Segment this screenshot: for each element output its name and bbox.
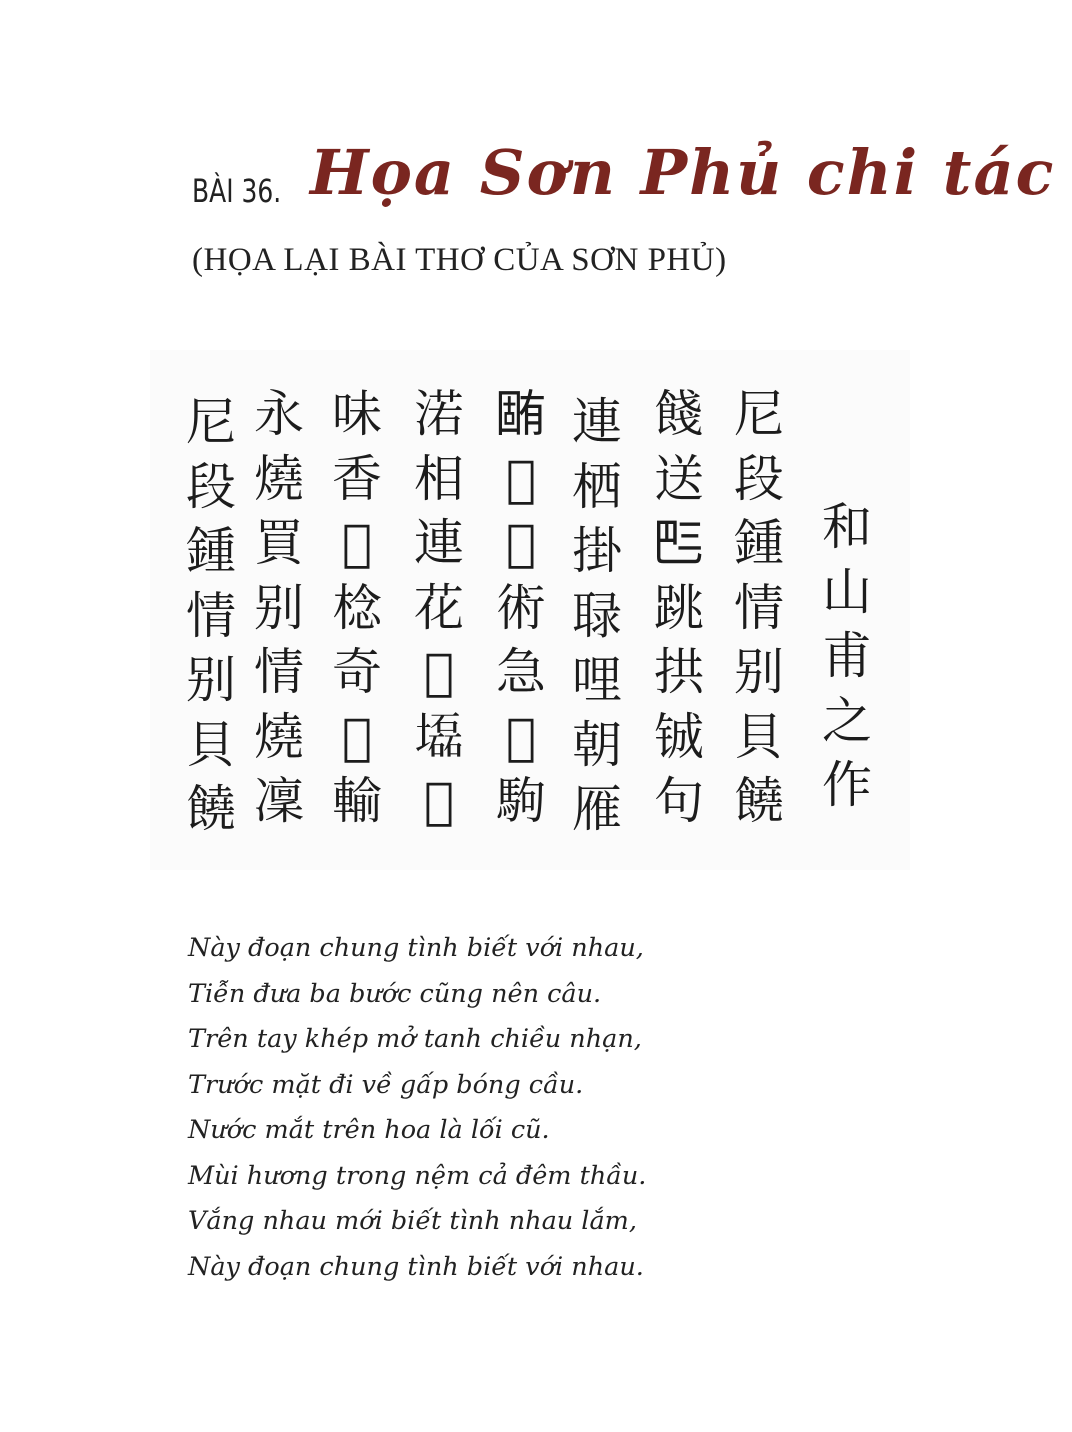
han-char: 鍾 bbox=[734, 514, 784, 572]
han-char: 渃 bbox=[414, 385, 464, 443]
han-column-7 bbox=[240, 382, 318, 834]
han-column-1 bbox=[720, 382, 798, 834]
poem-subtitle: (HỌA LẠI BÀI THƠ CỦA SƠN PHỦ) bbox=[192, 242, 727, 278]
poem-line: Trước mặt đi về gấp bóng cầu. bbox=[188, 1069, 584, 1100]
han-column-3 bbox=[558, 390, 636, 842]
poem-line: Nước mắt trên hoa là lối cũ. bbox=[188, 1115, 550, 1145]
poem-number: BÀI 36. bbox=[192, 172, 282, 210]
han-char: 栖 bbox=[572, 457, 622, 516]
han-column-2 bbox=[640, 382, 718, 834]
poem-line: Mùi hương trong nệm cả đêm thầu. bbox=[188, 1160, 647, 1191]
han-char: 跳 bbox=[654, 578, 704, 637]
han-char: 和 bbox=[822, 498, 872, 556]
han-char: 饒 bbox=[734, 772, 784, 830]
han-column-8 bbox=[172, 390, 250, 842]
han-char: 連 bbox=[572, 393, 622, 451]
han-char: 别 bbox=[734, 643, 784, 701]
han-char: 情 bbox=[734, 578, 784, 637]
poem-line: Này đoạn chung tình biết với nhau, bbox=[188, 933, 644, 963]
han-char: 之 bbox=[822, 691, 872, 750]
han-char: 𡓃 bbox=[414, 707, 464, 766]
han-char: 貝 bbox=[186, 715, 236, 774]
han-char: 别 bbox=[254, 578, 304, 637]
han-char: 𦋦 bbox=[423, 643, 454, 701]
han-char: 掛 bbox=[572, 522, 622, 580]
han-char: 香 bbox=[332, 449, 382, 508]
poem-translation bbox=[188, 926, 646, 1290]
han-char: 雁 bbox=[572, 780, 622, 838]
han-char: 𠀧 bbox=[654, 514, 704, 572]
han-char: 朝 bbox=[572, 715, 622, 774]
han-char: 永 bbox=[254, 385, 304, 443]
han-char: 燒 bbox=[254, 449, 304, 508]
han-title-column bbox=[808, 495, 886, 818]
han-char: 輸 bbox=[332, 772, 382, 830]
han-char: 作 bbox=[822, 756, 872, 814]
han-char: 鍾 bbox=[186, 522, 236, 580]
han-char: 燒 bbox=[254, 707, 304, 766]
han-char: 铖 bbox=[654, 707, 704, 766]
han-char: 段 bbox=[186, 457, 236, 516]
han-char: 山 bbox=[822, 562, 872, 621]
han-char: 尼 bbox=[186, 393, 236, 451]
han-char: 哩 bbox=[572, 651, 622, 709]
han-char: 凜 bbox=[254, 772, 304, 830]
han-char: 𨀈 bbox=[505, 707, 536, 766]
han-char: 相 bbox=[414, 449, 464, 508]
poem-line: Này đoạn chung tình biết với nhau. bbox=[188, 1251, 644, 1282]
han-char: 䎼 bbox=[572, 586, 622, 645]
han-char: 術 bbox=[496, 578, 546, 637]
han-column-4 bbox=[482, 382, 560, 834]
han-char: 情 bbox=[186, 586, 236, 645]
han-char: 𣎏 bbox=[496, 385, 546, 443]
han-char: 貝 bbox=[734, 707, 784, 766]
han-char: 棯 bbox=[332, 578, 382, 637]
han-nom-text-block bbox=[150, 350, 910, 870]
han-char: 𩈘 bbox=[423, 772, 454, 830]
han-char: 奇 bbox=[332, 643, 382, 701]
han-char: 𩵜 bbox=[505, 449, 536, 508]
han-char: 𪟽 bbox=[341, 514, 372, 572]
han-char: 𢧚 bbox=[505, 514, 536, 572]
han-char: 連 bbox=[414, 514, 464, 572]
poem-title: Họa Sơn Phủ chi tác bbox=[310, 136, 1056, 209]
poem-line: Vắng nhau mới biết tình nhau lắm, bbox=[188, 1206, 637, 1236]
title-row bbox=[192, 118, 1056, 228]
han-column-5 bbox=[400, 382, 478, 834]
han-char: 尼 bbox=[734, 385, 784, 443]
han-char: 𣈘 bbox=[341, 707, 372, 766]
han-char: 别 bbox=[186, 651, 236, 709]
han-char: 拱 bbox=[654, 643, 704, 701]
han-column-6 bbox=[318, 382, 396, 834]
han-char: 句 bbox=[654, 772, 704, 830]
han-char: 情 bbox=[254, 643, 304, 701]
han-char: 甫 bbox=[822, 627, 872, 685]
han-char: 花 bbox=[414, 578, 464, 637]
han-char: 急 bbox=[496, 643, 546, 701]
poem-line: Tiễn đưa ba bước cũng nên câu. bbox=[188, 978, 602, 1009]
han-char: 味 bbox=[332, 385, 382, 443]
poem-line: Trên tay khép mở tanh chiều nhạn, bbox=[188, 1024, 642, 1054]
han-char: 饒 bbox=[186, 780, 236, 838]
han-char: 餞 bbox=[654, 385, 704, 443]
han-char: 段 bbox=[734, 449, 784, 508]
han-char: 買 bbox=[254, 514, 304, 572]
han-char: 送 bbox=[654, 449, 704, 508]
han-char: 駒 bbox=[496, 772, 546, 830]
